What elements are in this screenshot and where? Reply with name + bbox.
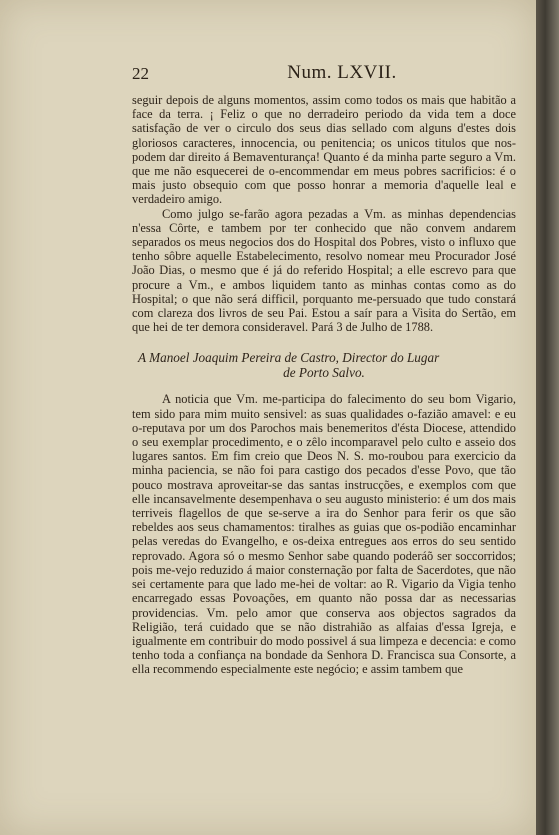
heading-line-1: A Manoel Joaquim Pereira de Castro, Director do Lugar bbox=[138, 350, 440, 366]
page-header bbox=[132, 62, 516, 88]
body-text bbox=[132, 93, 516, 677]
paragraph-continued: seguir depois de alguns momentos, assim como todos os mais que habitão a face da terra. ¡ Feliz o que no derradeiro periodo da vida tem a doce satisfação de ver o circulo dos seus dias sellado com alguns d'estes dois gloriosos caracteres, innocencia, ou penitencia; os unicos titulos que nos-podem dar direito á Bemaventurança! Quanto é da minha parte seguro a Vm. que me não esquecerei de o-encommendar em meus pobres sacrificios: é o mais justo obsequio com que posso honrar a memoria d'aquelle leal e verdadeiro amigo. bbox=[132, 93, 516, 207]
letter-heading bbox=[132, 350, 516, 380]
heading-line-2: de Porto Salvo. bbox=[283, 365, 365, 381]
running-title: Num. LXVII. bbox=[287, 62, 397, 83]
page-number: 22 bbox=[132, 64, 149, 83]
paragraph-procurador: Como julgo se-farão agora pezadas a Vm. as minhas dependencias n'essa Côrte, e tambem por ter conhecido que não convem andarem separados os meus negocios dos do Hospital dos Pobres, visto o influxo que tenho sôbre aquelle Estabelecimento, resolvo nomear meu Procurador José João Dias, o mesmo que é já do referido Hospital; a elle escrevo para que procure a Vm., e ambos liquidem tanto as minhas contas como as do Hospital; o que não será difficil, porquanto me-persuado que tudo constará com clareza dos livros de seu Pai. Estou a saír para a Visita do Sertão, em que hei de ter demora consideravel. Pará 3 de Julho de 1788. bbox=[132, 206, 516, 335]
binding-edge bbox=[536, 0, 559, 835]
paragraph-letter-body: A noticia que Vm. me-participa do falecimento do seu bom Vigario, tem sido para mim muito sensivel: as suas qualidades o-fazião amavel: e eu o-reputava por um dos Parochos mais benemeritos d'ésta Diocese, attendido o seu exemplar procedimento, e o zêlo incomparavel pelo culto e asseio dos lugares santos. Em fim creio que Deos N. S. mo-roubou para exercicio da minha paciencia, se não foi para castigo dos pecados d'esse Povo, que tão pouco mostrava aproveitar-se das santas instrucções, e exemplos com que elle incansavelmente desempenhava o seu augusto ministerio: é um dos mais terriveis flagellos de que se-serve a ira do Senhor para ferir os que são rebeldes aos seus chamamentos: tiralhes as guias que os-podião encaminhar pelas veredas do Evangelho, e os-deixa entregues aos erros do seu sentido reprovado. Agora só o mesmo Senhor sabe quando poderáõ ser soccorridos; pois me-vejo reduzido á maior consternação por falta de Sacerdotes, que não sei certamente para que lado me-hei de voltar: ao R. Vigario da Vigia tenho encarregado essas Povoações, em quanto não possa dar as necessarias providencias. Vm. pelo amor que conserva aos objectos sagrados da Religião, terá cuidado que se não distrahião as alfaias d'essa Igreja, e igualmente em contribuir do modo possivel á sua limpeza e decencia: e como tenho toda a confiança na bondade da Senhora D. Francisca sua Consorte, a ella recommendo especialmente este negócio; e assim tambem que bbox=[132, 392, 516, 677]
